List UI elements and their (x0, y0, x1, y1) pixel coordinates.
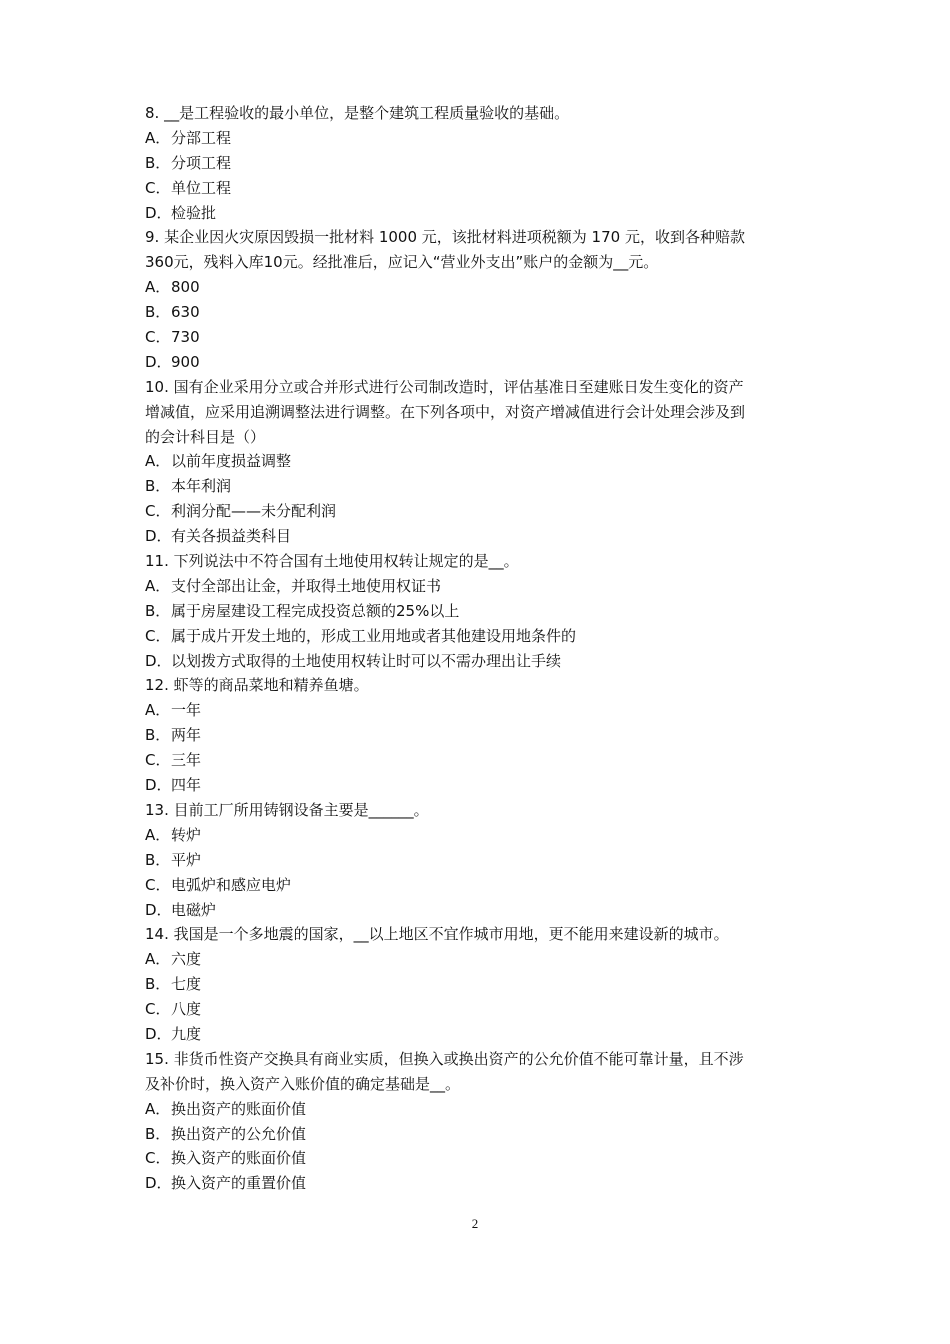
option-text: 八度 (171, 1000, 202, 1019)
option-text: 一年 (171, 701, 202, 720)
option-text: 以划拨方式取得的土地使用权转让时可以不需办理出让手续 (171, 651, 562, 670)
option-b (145, 972, 813, 997)
question-stem-continued: 增减值，应采用追溯调整法进行调整。在下列各项中，对资产增减值进行会计处理会涉及到 (145, 402, 746, 421)
option-a (145, 449, 813, 474)
question-stem: 13. 目前工厂所用铸钢设备主要是______。 (145, 800, 429, 819)
option-d (145, 773, 813, 798)
question-stem: 15. 非货币性资产交换具有商业实质，但换入或换出资产的公允价值不能可靠计量，且不涉 (145, 1049, 744, 1068)
question-stem-continued: 及补价时，换入资产入账价值的确定基础是__。 (145, 1074, 461, 1093)
option-a (145, 275, 813, 300)
option-text: 两年 (171, 726, 202, 745)
option-text: 换入资产的账面价值 (171, 1149, 307, 1168)
option-c (145, 873, 813, 898)
option-letter: C． (145, 875, 171, 894)
option-letter: D． (145, 352, 172, 371)
question-stem-continued: 360元，残料入库10元。经批准后，应记入“营业外支出”账户的金额为__元。 (145, 253, 659, 272)
option-d (145, 350, 813, 375)
option-text: 利润分配——未分配利润 (171, 502, 337, 521)
option-text: 九度 (171, 1024, 202, 1043)
option-text: 分项工程 (171, 153, 232, 172)
option-text: 以前年度损益调整 (171, 452, 292, 471)
option-a (145, 947, 813, 972)
option-d (145, 649, 813, 674)
question-stem: 12. 虾等的商品菜地和精养鱼塘。 (145, 676, 369, 695)
option-c (145, 624, 813, 649)
option-d (145, 1022, 813, 1047)
option-text: 七度 (171, 975, 202, 994)
option-text: 电弧炉和感应电炉 (171, 875, 292, 894)
option-text: 平炉 (171, 850, 202, 869)
option-text: 属于成片开发土地的，形成工业用地或者其他建设用地条件的 (171, 626, 577, 645)
option-letter: B． (145, 153, 171, 172)
option-text: 730 (171, 328, 200, 347)
option-letter: C． (145, 1149, 171, 1168)
question-stem: 14. 我国是一个多地震的国家，__以上地区不宜作城市用地，更不能用来建设新的城市。 (145, 925, 729, 944)
option-text: 630 (171, 303, 200, 322)
page-number: 2 (471, 1216, 479, 1231)
option-a (145, 698, 813, 723)
option-b (145, 300, 813, 325)
option-text: 换出资产的公允价值 (171, 1124, 307, 1143)
option-d (145, 524, 813, 549)
option-letter: D． (145, 900, 172, 919)
question-list (145, 101, 813, 1196)
option-letter: A． (145, 278, 171, 297)
option-letter: A． (145, 825, 171, 844)
option-letter: D． (145, 203, 172, 222)
option-letter: A． (145, 452, 171, 471)
option-letter: C． (145, 502, 171, 521)
option-letter: C． (145, 626, 171, 645)
question-stem: 10. 国有企业采用分立或合并形式进行公司制改造时，评估基准日至建账日发生变化的资产 (145, 377, 744, 396)
question-stem: 9. 某企业因火灾原因毁损一批材料 1000 元，该批材料进项税额为 170 元，收到各种赔款 (145, 228, 745, 247)
option-d (145, 201, 813, 226)
option-letter: D． (145, 527, 172, 546)
option-b (145, 151, 813, 176)
option-text: 三年 (171, 751, 202, 770)
option-c (145, 997, 813, 1022)
option-a (145, 126, 813, 151)
option-letter: A． (145, 950, 171, 969)
option-letter: D． (145, 776, 172, 795)
option-d (145, 898, 813, 923)
option-c (145, 1146, 813, 1171)
option-letter: C． (145, 751, 171, 770)
option-letter: A． (145, 701, 171, 720)
option-text: 900 (171, 352, 200, 371)
option-letter: B． (145, 601, 171, 620)
option-text: 支付全部出让金，并取得土地使用权证书 (171, 576, 442, 595)
option-letter: A． (145, 128, 171, 147)
option-a (145, 574, 813, 599)
option-text: 检验批 (171, 203, 217, 222)
option-a (145, 1097, 813, 1122)
option-letter: A． (145, 1099, 171, 1118)
option-b (145, 848, 813, 873)
option-letter: B． (145, 303, 171, 322)
option-text: 本年利润 (171, 477, 232, 496)
option-text: 转炉 (171, 825, 202, 844)
option-letter: B． (145, 477, 171, 496)
question-stem: 8. __是工程验收的最小单位，是整个建筑工程质量验收的基础。 (145, 104, 570, 122)
option-letter: B． (145, 1124, 171, 1143)
option-text: 换入资产的重置价值 (171, 1174, 307, 1193)
option-letter: D． (145, 651, 172, 670)
option-d (145, 1171, 813, 1196)
option-c (145, 499, 813, 524)
option-letter: B． (145, 850, 171, 869)
option-text: 分部工程 (171, 128, 232, 147)
option-text: 四年 (171, 776, 202, 795)
option-text: 电磁炉 (171, 900, 217, 919)
option-b (145, 723, 813, 748)
option-b (145, 474, 813, 499)
option-b (145, 1122, 813, 1147)
option-letter: C． (145, 328, 171, 347)
option-letter: B． (145, 726, 171, 745)
question-stem: 11. 下列说法中不符合国有土地使用权转让规定的是__。 (145, 552, 519, 571)
option-letter: D． (145, 1024, 172, 1043)
option-text: 属于房屋建设工程完成投资总额的25%以上 (171, 601, 460, 620)
option-text: 800 (171, 278, 200, 297)
option-letter: C． (145, 178, 171, 197)
option-text: 换出资产的账面价值 (171, 1099, 307, 1118)
option-c (145, 748, 813, 773)
option-letter: B． (145, 975, 171, 994)
option-c (145, 325, 813, 350)
option-b (145, 599, 813, 624)
option-text: 单位工程 (171, 178, 232, 197)
option-a (145, 823, 813, 848)
option-letter: A． (145, 576, 171, 595)
question-stem-continued: 的会计科目是（） (145, 427, 266, 446)
option-c (145, 176, 813, 201)
option-text: 有关各损益类科目 (171, 527, 292, 546)
option-letter: D． (145, 1174, 172, 1193)
option-letter: C． (145, 1000, 171, 1019)
option-text: 六度 (171, 950, 202, 969)
